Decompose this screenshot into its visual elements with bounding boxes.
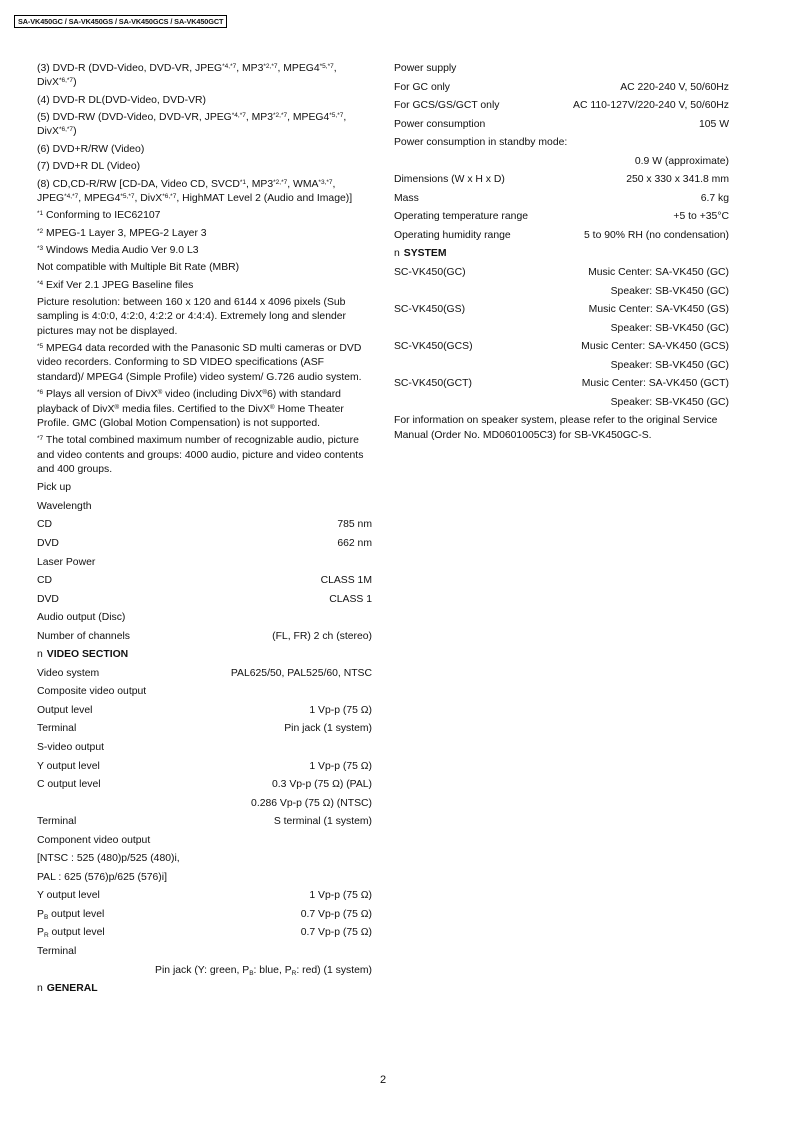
page-number: 2 (379, 1074, 387, 1086)
disc-item-5: (5) DVD-RW (DVD-Video, DVD-VR, $JPEG^{*4,*7}$, $MP3^{*2,*7}$, $MPEG4^{*5,*7}$, DivX$^{*6,*7}$) (37, 112, 347, 138)
system-gs-row: SC-VK450(GS) Music Center: SA-VK450 (GS) (394, 304, 729, 316)
speaker-info-note: For information on speaker system, please refer to the original Service Manual (Order No. MD0601005C3) for SB-VK450GC-S. (394, 415, 718, 441)
temperature-row: Operating temperature range +5 to +35°C (394, 211, 729, 223)
system-section-heading: n SYSTEM (394, 248, 447, 260)
model-header: SA-VK450GC / SA-VK450GS / SA-VK450GCS / SA-VK450GCT (14, 15, 227, 28)
svideo-label: S-video output (37, 742, 105, 753)
laser-cd-row: CD CLASS 1M (37, 575, 372, 587)
footnote-6: $^{*6}$ Plays all version of DivX® video (including DivX®6) with standard playback of DivX® media files. Certified to the DivX® Home Theater Profile. GMC (Global Motion Compensation) is not supported. (37, 389, 344, 429)
dimensions-row: Dimensions (W x H x D) 250 x 330 x 341.8 mm (394, 174, 729, 186)
disc-item-3: (3) DVD-R (DVD-Video, DVD-VR, $JPEG^{*4,*7}$, $MP3^{*2,*7}$, $MPEG4^{*5,*7}$, DivX$^{*6,*7}$) (37, 63, 337, 89)
power-consumption-row: Power consumption 105 W (394, 118, 729, 130)
system-gc-speaker: Speaker: SB-VK450 (GC) (610, 285, 729, 297)
mass-row: Mass 6.7 kg (394, 192, 729, 204)
footnote-3: $^{*3}$ Windows Media Audio Ver 9.0 L3 (37, 244, 199, 256)
footnote-4-detail: Picture resolution: between 160 x 120 and 6144 x 4096 pixels (Sub sampling is 4:0:0, 4:2:0, 4:2:2 or 4:4:4). Extremely long and slender pictures may not be displayed. (37, 297, 347, 337)
laser-dvd-row: DVD CLASS 1 (37, 593, 372, 605)
power-gcs-row: For GCS/GS/GCT only AC 110-127V/220-240 V, 50/60Hz (394, 100, 729, 112)
disc-item-7: (7) DVD+R DL (Video) (37, 161, 141, 173)
right-column (394, 62, 729, 446)
composite-label: Composite video output (37, 686, 147, 698)
wavelength-label: Wavelength (37, 500, 92, 512)
general-section-heading: n GENERAL (37, 983, 98, 995)
video-system-row: Video system PAL625/50, PAL525/60, NTSC (37, 667, 372, 679)
video-section-heading: n VIDEO SECTION (37, 649, 129, 661)
pickup-label: Pick up (37, 482, 72, 494)
system-gct-speaker: Speaker: SB-VK450 (GC) (610, 396, 729, 408)
disc-item-8: (8) CD,CD-R/RW [CD-DA, Video CD, SVCD$^{*1}$, $MP3^{*2,*7}$, $WMA^{*3,*7}$, $JPEG^{*4,*7}$, $MPEG4^{*5,*7}$, DivX$^{*6,*7}$, HighMAT Level 2 (Audio and Image)] (37, 178, 353, 204)
standby-value: 0.9 W (approximate) (634, 155, 729, 167)
svideo-y-row: Y output level 1 Vp-p (75 Ω) (37, 760, 372, 772)
footnote-3-detail: Not compatible with Multiple Bit Rate (MBR) (37, 262, 240, 274)
system-gct-row: SC-VK450(GCT) Music Center: SA-VK450 (GCT) (394, 378, 729, 390)
footnote-5: $^{*5}$ MPEG4 data recorded with the Panasonic SD multi cameras or DVD video recorders. Conforming to SD VIDEO specifications (ASF standard)/ MPEG4 (Simple Profile) video system/ G.726 audio system. (37, 343, 362, 383)
power-supply-label: Power supply (394, 63, 457, 74)
left-column (37, 62, 372, 1001)
component-terminal-label: Terminal (37, 946, 77, 958)
component-pal: PAL : 625 (576)p/625 (576)i] (37, 871, 167, 883)
composite-terminal-row: Terminal Pin jack (1 system) (37, 723, 372, 735)
component-pb-row: $P_B$ output level 0.7 Vp-p (75 Ω) (37, 908, 372, 921)
svideo-c-row: C output level 0.3 Vp-p (75 Ω) (PAL) (37, 779, 372, 791)
footnote-7: $^{*7}$ The total combined maximum number of recognizable audio, picture and video contents and groups: 4000 audio, picture and video contents and 400 groups. (37, 435, 364, 475)
component-pr-row: $P_R$ output level 0.7 Vp-p (75 Ω) (37, 927, 372, 940)
wavelength-dvd-row: DVD 662 nm (37, 537, 372, 549)
component-terminal-value: Pin jack (Y: green, $P_B$: blue, $P_R$: red) (1 system) (155, 964, 372, 977)
standby-label: Power consumption in standby mode: (394, 137, 568, 149)
wavelength-cd-row: CD 785 nm (37, 519, 372, 531)
laser-power-label: Laser Power (37, 556, 96, 568)
svideo-c-ntsc: 0.286 Vp-p (75 Ω) (NTSC) (251, 797, 372, 809)
component-ntsc: [NTSC : 525 (480)p/525 (480)i, (37, 853, 180, 865)
footnote-4: $^{*4}$ Exif Ver 2.1 JPEG Baseline files (37, 279, 194, 291)
audio-output-label: Audio output (Disc) (37, 612, 126, 624)
channels-row: Number of channels (FL, FR) 2 ch (stereo) (37, 630, 372, 642)
system-gc-row: SC-VK450(GC) Music Center: SA-VK450 (GC) (394, 267, 729, 279)
system-gcs-speaker: Speaker: SB-VK450 (GC) (610, 359, 729, 371)
composite-level-row: Output level 1 Vp-p (75 Ω) (37, 704, 372, 716)
component-y-row: Y output level 1 Vp-p (75 Ω) (37, 890, 372, 902)
system-gcs-row: SC-VK450(GCS) Music Center: SA-VK450 (GCS) (394, 341, 729, 353)
power-gc-row: For GC only AC 220-240 V, 50/60Hz (394, 81, 729, 93)
svideo-terminal-row: Terminal S terminal (1 system) (37, 816, 372, 828)
humidity-row: Operating humidity range 5 to 90% RH (no condensation) (394, 229, 729, 241)
disc-item-6: (6) DVD+R/RW (Video) (37, 143, 145, 155)
disc-item-4: (4) DVD-R DL(DVD-Video, DVD-VR) (37, 94, 206, 106)
system-gs-speaker: Speaker: SB-VK450 (GC) (610, 322, 729, 334)
footnote-1: $^{*1}$ Conforming to IEC62107 (37, 210, 161, 222)
footnote-2: $^{*2}$ MPEG-1 Layer 3, MPEG-2 Layer 3 (37, 227, 207, 239)
component-label: Component video output (37, 834, 151, 846)
